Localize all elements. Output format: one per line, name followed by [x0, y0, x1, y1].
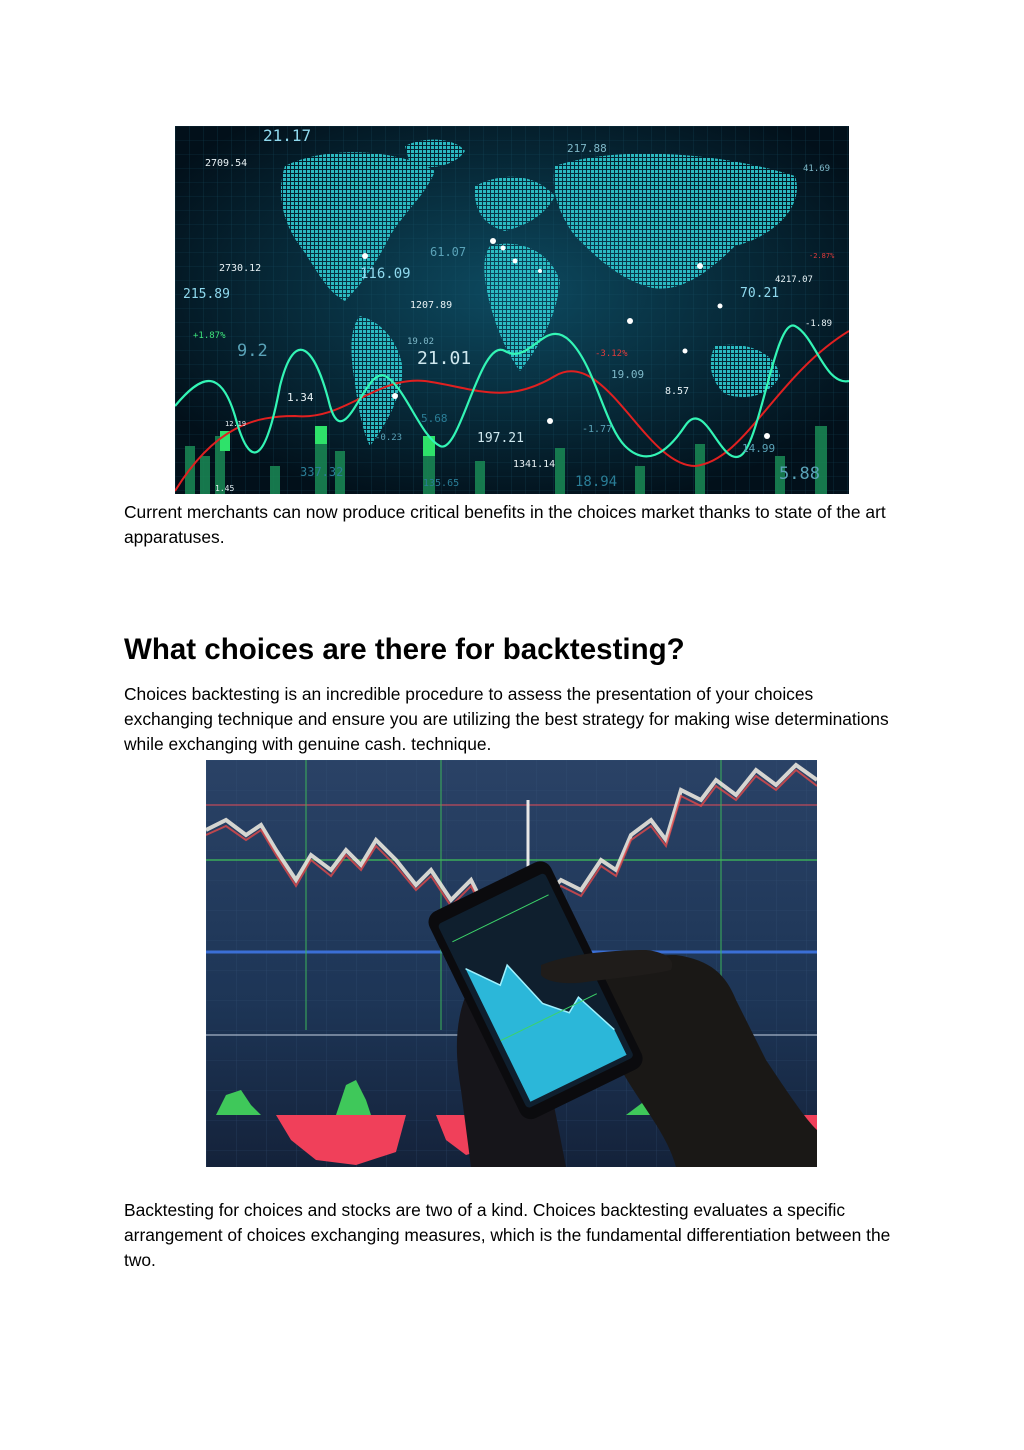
world-map-market-image [175, 126, 849, 494]
map-number-26: 1341.14 [513, 459, 556, 470]
map-number-30: 1.45 [215, 484, 235, 493]
map-number-21: 5.68 [421, 412, 448, 425]
section-heading: What choices are there for backtesting? [124, 633, 685, 666]
map-number-32: -0.23 [375, 433, 403, 443]
paragraph-2: Backtesting for choices and stocks are two of a kind. Choices backtesting evaluates a specific arrangement of choices exchanging measures, which is the fundamental differentiation between the two. [124, 1200, 891, 1270]
map-number-10: 1207.89 [410, 300, 453, 311]
map-number-15: -3.12% [595, 349, 628, 359]
map-number-17: -1.89 [805, 319, 833, 329]
map-number-12: 9.2 [237, 341, 268, 361]
map-number-11: +1.87% [193, 331, 226, 341]
map-number-31: -2.87% [809, 252, 835, 260]
map-number-5: 2730.12 [219, 263, 262, 274]
map-number-27: 5.88 [779, 464, 820, 484]
map-number-22: 197.21 [477, 431, 524, 446]
map-number-2: 217.88 [567, 142, 607, 155]
phone-trading-illustration [206, 760, 817, 1167]
map-number-8: 4217.07 [775, 275, 813, 285]
map-number-1: 2709.54 [205, 158, 248, 169]
map-number-7: 215.89 [183, 287, 230, 302]
map-number-20: 12.19 [225, 420, 247, 428]
map-number-14: 21.01 [417, 348, 472, 369]
map-number-13: 19.02 [407, 337, 435, 347]
map-number-24: 14.99 [742, 442, 776, 455]
map-number-9: 70.21 [740, 286, 780, 301]
map-number-4: 61.07 [430, 245, 467, 259]
phone-trading-image [206, 760, 817, 1167]
map-number-29: 18.94 [575, 474, 618, 490]
map-number-19: 8.57 [665, 386, 690, 397]
map-number-18: 1.34 [287, 391, 314, 404]
paragraph-1: Choices backtesting is an incredible procedure to assess the presentation of your choices exchanging technique and ensure you are utilizing the best strategy for making wise determinations while exchanging with genuine cash. technique. [124, 684, 889, 754]
map-number-3: 41.69 [803, 164, 831, 174]
caption-1: Current merchants can now produce critical benefits in the choices market thanks to state of the art apparatuses. [124, 502, 886, 547]
world-map-illustration [175, 126, 849, 494]
map-number-6: 116.09 [360, 266, 411, 282]
map-number-16: 19.09 [611, 368, 645, 381]
map-number-25: 337.32 [300, 465, 344, 479]
map-number-28: 135.65 [423, 478, 460, 489]
map-number-23: -1.77 [582, 424, 613, 435]
map-number-0: 21.17 [263, 126, 312, 145]
